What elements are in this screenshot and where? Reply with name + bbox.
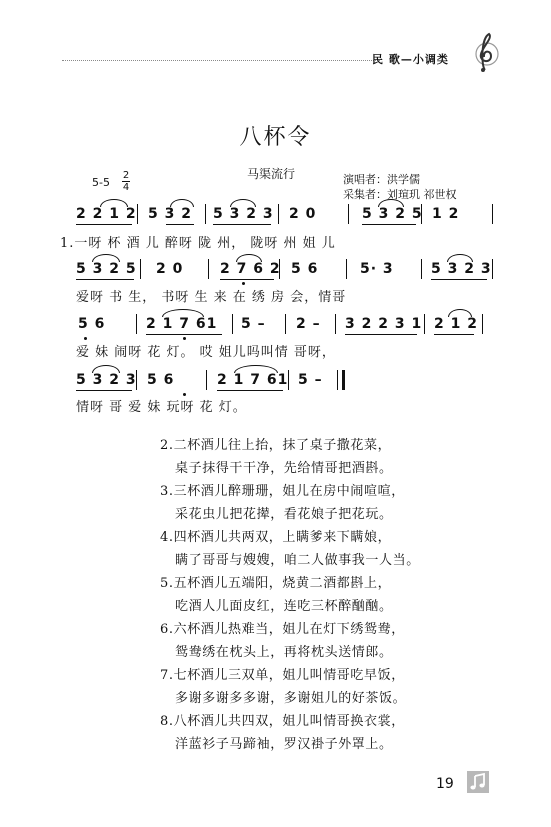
measure: 5 – xyxy=(241,316,266,332)
lyric-line: 1.一呀 杯 酒 儿 醉呀 陇 州， 陇呀 州 姐 儿 xyxy=(60,236,336,251)
measure: 2 0 xyxy=(156,261,184,277)
key-signature: 5-5 xyxy=(92,176,110,189)
measure: 3 2 2 3 1 xyxy=(345,316,423,332)
measure: 5 6 xyxy=(147,372,175,388)
measure: 5 3 2 5 xyxy=(76,261,137,277)
barline xyxy=(337,370,338,390)
measure: 5 3 2 3 xyxy=(431,261,492,277)
verse-line: 桌子抹得干干净，先给情哥把酒斟。 xyxy=(175,461,393,476)
final-barline xyxy=(342,370,345,390)
time-numerator: 2 xyxy=(122,170,130,181)
verse-line: 3.三杯酒儿醉珊珊，姐儿在房中闹喧喧， xyxy=(160,484,405,499)
verse-line: 吃酒人儿面皮红，连吃三杯醉酗酗。 xyxy=(175,599,393,614)
measure: 5 – xyxy=(298,372,323,388)
treble-clef-icon xyxy=(471,30,499,74)
measure: 2 1 2 xyxy=(434,316,478,332)
barline xyxy=(208,259,209,279)
barline xyxy=(492,204,493,224)
barline xyxy=(288,370,289,390)
barline xyxy=(482,314,483,334)
barline xyxy=(136,314,137,334)
barline xyxy=(140,259,141,279)
measure: 2 1 7 61 xyxy=(217,372,289,388)
barline xyxy=(137,204,138,224)
verse-line: 洋蓝衫子马蹄袖，罗汉褂子外罩上。 xyxy=(175,737,393,752)
measure: 5 6 xyxy=(291,261,319,277)
music-note-icon xyxy=(467,771,489,793)
measure: 2 1 7 61 xyxy=(146,316,218,332)
barline xyxy=(285,314,286,334)
barline xyxy=(232,314,233,334)
lyric-line: 爱呀 书 生， 书呀 生 来 在 绣 房 会，情哥 xyxy=(76,290,347,305)
header-rule xyxy=(62,60,380,61)
measure: 2 2 1 2 xyxy=(76,206,137,222)
barline xyxy=(424,314,425,334)
barline xyxy=(348,204,349,224)
barline xyxy=(205,204,206,224)
barline xyxy=(346,259,347,279)
section-header: 民 歌—小调类 xyxy=(372,53,449,66)
song-style: 马渠流行 xyxy=(247,167,296,181)
measure: 2 – xyxy=(296,316,321,332)
barline xyxy=(421,204,422,224)
verse-line: 4.四杯酒儿共两双，上瞒爹来下瞒娘， xyxy=(160,530,392,545)
measure: 5 3 2 3 xyxy=(76,372,137,388)
collector-credit: 采集者：刘瑄玑 祁世权 xyxy=(343,188,457,201)
time-signature xyxy=(122,170,130,193)
verse-line: 瞒了哥哥与嫂嫂，咱二人做事我一人当。 xyxy=(175,553,420,568)
measure: 5 3 2 xyxy=(148,206,192,222)
time-denominator: 4 xyxy=(122,182,130,193)
measure: 5 3 2 5 xyxy=(362,206,423,222)
verse-line: 6.六杯酒儿热难当，姐儿在灯下绣鸳鸯， xyxy=(160,622,405,637)
barline xyxy=(492,259,493,279)
verse-line: 2.二杯酒儿往上抬，抹了桌子撒花菜， xyxy=(160,438,392,453)
barline xyxy=(279,259,280,279)
barline xyxy=(335,314,336,334)
barline xyxy=(278,204,279,224)
verse-line: 鸳鸯绣在枕头上，再将枕头送情郎。 xyxy=(175,645,393,660)
verse-line: 采花虫儿把花撵，看花娘子把花玩。 xyxy=(175,507,393,522)
measure: 5 6 xyxy=(78,316,106,332)
measure: 5 3 2 3 xyxy=(213,206,274,222)
barline xyxy=(421,259,422,279)
song-title: 八杯令 xyxy=(239,125,312,150)
verse-line: 7.七杯酒儿三双单，姐儿叫情哥吃早饭， xyxy=(160,668,405,683)
measure: 1 2 xyxy=(432,206,460,222)
barline xyxy=(136,370,137,390)
singer-credit: 演唱者：洪学儒 xyxy=(343,173,420,186)
verse-line: 多谢多谢多多谢，多谢姐儿的好茶饭。 xyxy=(175,691,407,706)
barline xyxy=(206,370,207,390)
verse-line: 5.五杯酒儿五端阳，烧黄二酒都斟上， xyxy=(160,576,392,591)
measure: 5· 3 xyxy=(360,261,394,277)
page-number: 19 xyxy=(436,776,454,792)
lyric-line: 爱 妹 闹呀 花 灯。 哎 姐儿吗叫情 哥呀， xyxy=(76,345,336,360)
measure: 2 7 6 2 xyxy=(220,261,281,277)
measure: 2 0 xyxy=(289,206,317,222)
verse-line: 8.八杯酒儿共四双，姐儿叫情哥换衣裳， xyxy=(160,714,405,729)
lyric-line: 情呀 哥 爱 妹 玩呀 花 灯。 xyxy=(76,400,247,415)
